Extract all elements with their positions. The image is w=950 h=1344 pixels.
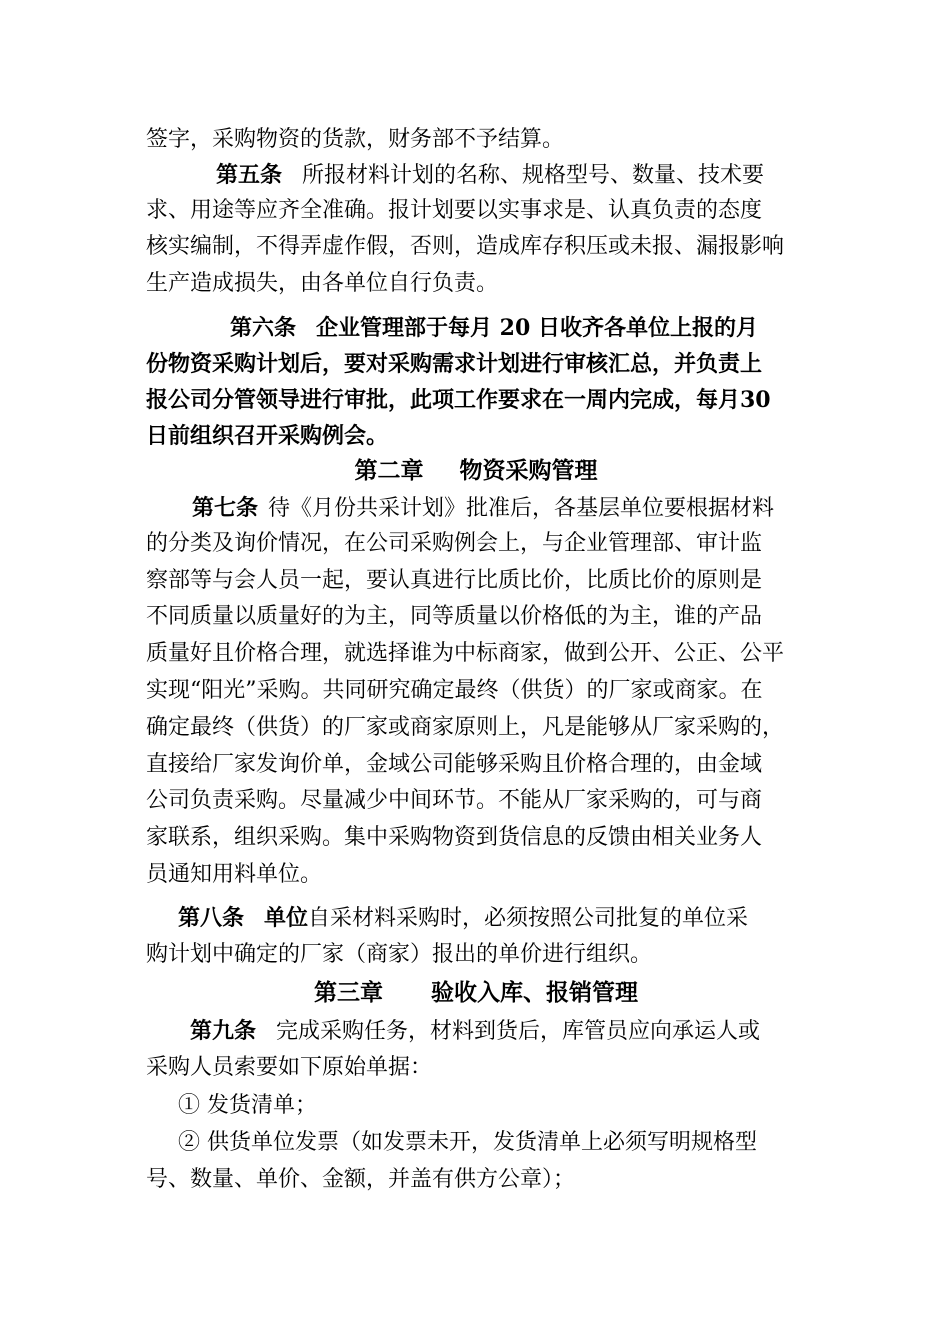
article-6-label: 第六条 (230, 315, 297, 341)
text-line: 质量好且价格合理，就选择谁为中标商家，做到公开、公正、公平 (146, 641, 785, 666)
chapter-3-heading (146, 975, 806, 1011)
text-line: 核实编制，不得弄虚作假，否则，造成库存积压或未报、漏报影响 (146, 234, 785, 259)
article-7-text: 待《月份共采计划》批准后，各基层单位要根据材料 (268, 496, 775, 521)
text-line: 公司负责采购。尽量减少中间环节。不能从厂家采购的，可与商 (146, 788, 763, 813)
article-8-label: 第八条 (178, 905, 245, 931)
article-8-text: 自采材料采购时，必须按照公司批复的单位采 (308, 906, 749, 931)
article-8-line (146, 900, 806, 936)
text-line: 不同质量以质量好的为主，同等质量以价格低的为主，谁的产品 (146, 604, 763, 629)
text-line: 签字，采购物资的货款，财务部不予结算。 (146, 127, 565, 152)
text-line: 份物资采购计划后，要对采购需求计划进行审核汇总，并负责上 (146, 351, 763, 377)
chapter-2-number: 第二章 (354, 457, 424, 484)
text-line: 直接给厂家发询价单，金域公司能够采购且价格合理的，由金域 (146, 752, 763, 777)
text-line: 日前组织召开采购例会。 (146, 423, 389, 449)
text-line: 报公司分管领导进行审批，此项工作要求在一周内完成，每月30 (146, 387, 771, 413)
list-item: ① 发货清单； (178, 1093, 317, 1118)
article-9-label: 第九条 (190, 1018, 257, 1044)
text-line: 实现“阳光”采购。共同研究确定最终（供货）的厂家或商家。在 (146, 678, 763, 703)
text-line: 察部等与会人员一起，要认真进行比质比价，比质比价的原则是 (146, 568, 763, 593)
text-line: 生产造成损失，由各单位自行负责。 (146, 271, 499, 296)
chapter-2-heading (146, 453, 806, 489)
article-7-line (146, 490, 806, 526)
text-line: 采购人员索要如下原始单据： (146, 1055, 433, 1080)
text-line: 购计划中确定的厂家（商家）报出的单价进行组织。 (146, 942, 653, 967)
article-7-label: 第七条 (192, 495, 259, 521)
text-line: 员通知用料单位。 (146, 862, 323, 887)
text-line: 号、数量、单价、金额，并盖有供方公章）； (146, 1167, 576, 1192)
text-line: 求、用途等应齐全准确。报计划要以实事求是、认真负责的态度 (146, 198, 763, 223)
article-5-line (146, 157, 806, 193)
article-5-text: 所报材料计划的名称、规格型号、数量、技术要 (302, 163, 765, 188)
text-line: 的分类及询价情况，在公司采购例会上，与企业管理部、审计监 (146, 531, 763, 556)
article-9-text: 完成采购任务，材料到货后，库管员应向承运人或 (276, 1019, 761, 1044)
text-line: 确定最终（供货）的厂家或商家原则上，凡是能够从厂家采购的， (146, 715, 785, 740)
article-8-unit: 单位 (264, 905, 309, 931)
chapter-2-title: 物资采购管理 (459, 457, 598, 484)
article-5-label: 第五条 (216, 162, 283, 188)
chapter-3-number: 第三章 (314, 979, 383, 1006)
list-item: ② 供货单位发票（如发票未开，发货清单上必须写明规格型 (178, 1130, 757, 1155)
article-6-text: 企业管理部于每月 20 日收齐各单位上报的月 (316, 315, 758, 341)
article-9-line (146, 1013, 806, 1049)
chapter-3-title: 验收入库、报销管理 (431, 979, 638, 1006)
article-6-line (146, 310, 806, 346)
text-line: 家联系，组织采购。集中采购物资到货信息的反馈由相关业务人 (146, 825, 763, 850)
